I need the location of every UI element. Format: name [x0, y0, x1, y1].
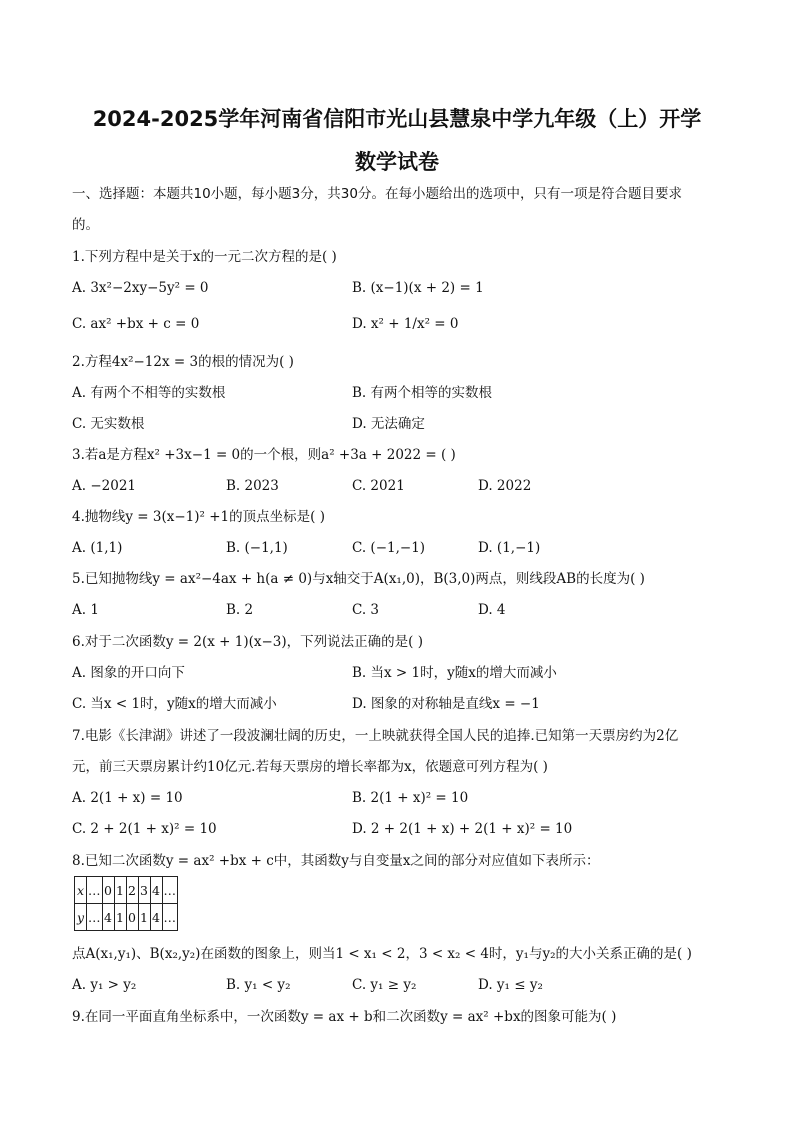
page-title-line2: 数学试卷	[355, 150, 439, 174]
table-cell: 4	[150, 877, 162, 904]
question-8-stem-cont: 点A(x₁,y₁)、B(x₂,y₂)在函数的图象上，则当1 < x₁ < 2，3 < x₂ < 4时，y₁与y₂的大小关系正确的是( )	[72, 946, 692, 962]
table-cell: …	[162, 877, 178, 904]
question-1-stem: 1.下列方程中是关于x的一元二次方程的是( )	[72, 249, 337, 265]
question-2-option-a: A. 有两个不相等的实数根	[72, 385, 226, 401]
question-8-option-a: A. y₁ > y₂	[72, 977, 137, 993]
table-row-x	[75, 877, 178, 904]
question-7-option-b: B. 2(1 + x)² = 10	[352, 790, 469, 806]
question-6-option-b: B. 当x > 1时，y随x的增大而减小	[352, 665, 557, 681]
question-6-stem: 6.对于二次函数y = 2(x + 1)(x−3)，下列说法正确的是( )	[72, 634, 423, 650]
question-6-option-d: D. 图象的对称轴是直线x = −1	[352, 696, 540, 712]
question-2-option-b: B. 有两个相等的实数根	[352, 385, 493, 401]
table-cell: 3	[138, 877, 150, 904]
table-cell: 1	[114, 877, 126, 904]
question-5-option-c: C. 3	[352, 602, 380, 618]
table-cell: 4	[150, 904, 162, 931]
question-1-option-d: D. x² + 1/x² = 0	[352, 316, 459, 332]
question-8-stem: 8.已知二次函数y = ax² +bx + c中，其函数y与自变量x之间的部分对应值如下表所示：	[72, 853, 600, 869]
question-2-stem: 2.方程4x²−12x = 3的根的情况为( )	[72, 354, 294, 370]
question-4-option-a: A. (1,1)	[72, 540, 123, 556]
question-3-option-d: D. 2022	[478, 478, 532, 494]
table-cell: 2	[126, 877, 138, 904]
question-8-option-d: D. y₁ ≤ y₂	[478, 977, 543, 993]
question-3-option-c: C. 2021	[352, 478, 405, 494]
table-cell: 4	[102, 904, 114, 931]
question-4-option-b: B. (−1,1)	[226, 540, 288, 556]
table-cell: …	[87, 904, 103, 931]
table-row-y	[75, 904, 178, 931]
question-3-option-b: B. 2023	[226, 478, 279, 494]
question-7-option-c: C. 2 + 2(1 + x)² = 10	[72, 821, 217, 837]
value-table	[74, 876, 178, 931]
question-7-stem: 7.电影《长津湖》讲述了一段波澜壮阔的历史，一上映就获得全国人民的追捧.已知第一天票房约为2亿	[72, 728, 679, 744]
question-4-option-d: D. (1,−1)	[478, 540, 541, 556]
question-7-option-d: D. 2 + 2(1 + x) + 2(1 + x)² = 10	[352, 821, 573, 837]
question-2-option-c: C. 无实数根	[72, 416, 145, 432]
question-4-option-c: C. (−1,−1)	[352, 540, 426, 556]
question-5-option-a: A. 1	[72, 602, 99, 618]
table-cell: x	[75, 877, 87, 904]
question-7-option-a: A. 2(1 + x) = 10	[72, 790, 183, 806]
question-9-stem: 9.在同一平面直角坐标系中，一次函数y = ax + b和二次函数y = ax² +bx的图象可能为( )	[72, 1009, 617, 1025]
table-cell: y	[75, 904, 87, 931]
section-heading: 一、选择题：本题共10小题，每小题3分，共30分。在每小题给出的选项中，只有一项是符合题目要求	[72, 186, 682, 202]
question-1-option-a: A. 3x²−2xy−5y² = 0	[72, 280, 209, 296]
question-4-stem: 4.抛物线y = 3(x−1)² +1的顶点坐标是( )	[72, 509, 325, 525]
table-cell: 0	[102, 877, 114, 904]
question-8-option-c: C. y₁ ≥ y₂	[352, 977, 417, 993]
page-title-line1: 2024-2025学年河南省信阳市光山县慧泉中学九年级（上）开学	[92, 107, 702, 131]
question-3-option-a: A. −2021	[72, 478, 136, 494]
question-8-option-b: B. y₁ < y₂	[226, 977, 291, 993]
question-1-option-c: C. ax² +bx + c = 0	[72, 316, 200, 332]
question-7-stem-cont: 元，前三天票房累计约10亿元.若每天票房的增长率都为x，依题意可列方程为( )	[72, 759, 548, 775]
question-1-option-b: B. (x−1)(x + 2) = 1	[352, 280, 484, 296]
question-6-option-c: C. 当x < 1时，y随x的增大而减小	[72, 696, 277, 712]
table-cell: 1	[114, 904, 126, 931]
section-heading-cont: 的。	[72, 217, 99, 233]
table-cell: …	[87, 877, 103, 904]
question-3-stem: 3.若a是方程x² +3x−1 = 0的一个根，则a² +3a + 2022 = ( )	[72, 447, 456, 463]
question-5-stem: 5.已知抛物线y = ax²−4ax + h(a ≠ 0)与x轴交于A(x₁,0)，B(3,0)两点，则线段AB的长度为( )	[72, 571, 645, 587]
question-5-option-d: D. 4	[478, 602, 506, 618]
table-cell: …	[162, 904, 178, 931]
table-cell: 1	[138, 904, 150, 931]
question-2-option-d: D. 无法确定	[352, 416, 425, 432]
table-cell: 0	[126, 904, 138, 931]
question-5-option-b: B. 2	[226, 602, 254, 618]
question-6-option-a: A. 图象的开口向下	[72, 665, 185, 681]
